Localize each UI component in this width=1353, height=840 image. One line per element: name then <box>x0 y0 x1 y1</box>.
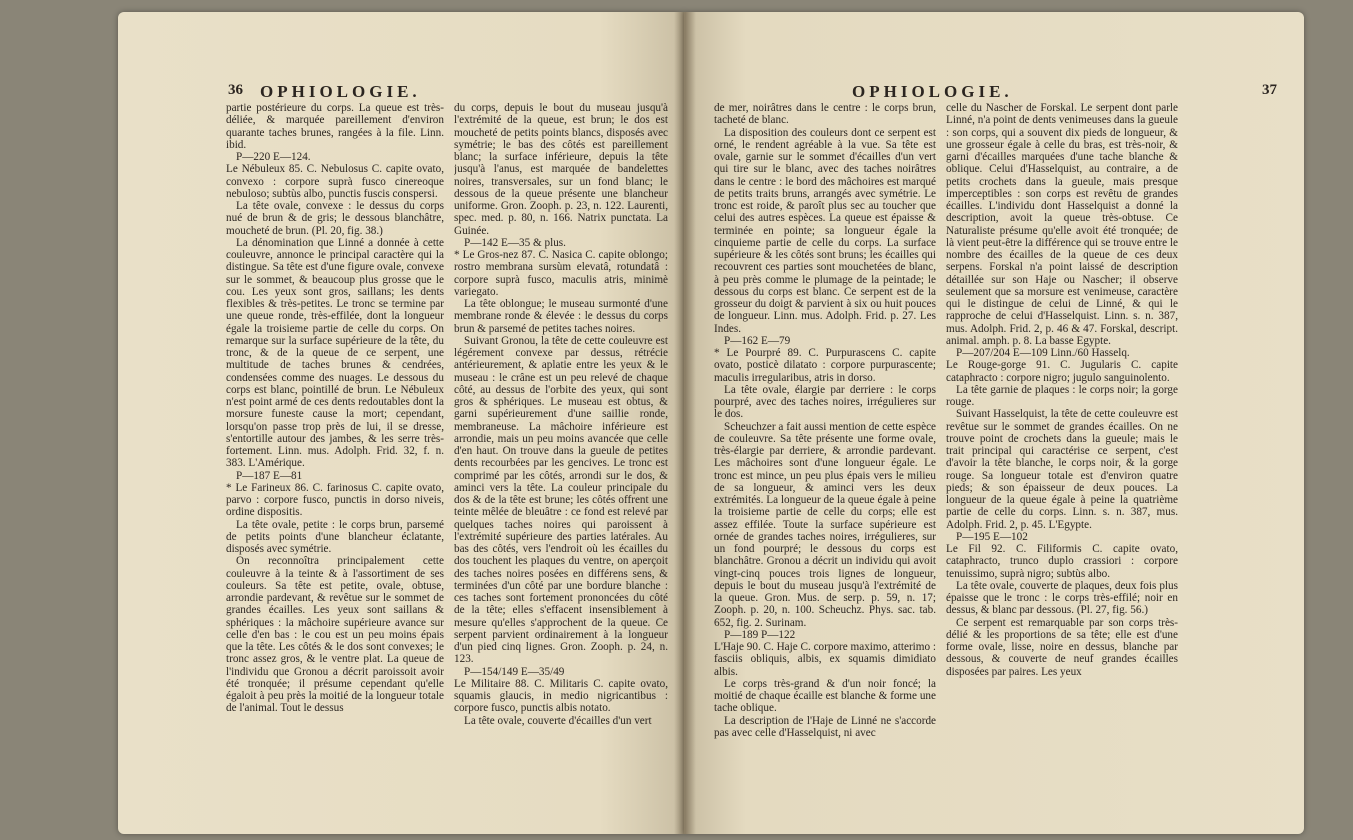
species-entry: Le Nébuleux 85. C. Nebulosus C. capite ovato, convexo : corpore suprà fusco cinereoque nebuloso; subtùs albo, punctis fuscis conspersi. <box>226 163 444 200</box>
species-entry: L'Haje 90. C. Haje C. corpore maximo, atterimo : fasciis obliquis, albis, ex squamis dimidiato albis. <box>714 641 936 678</box>
paragraph: On reconnoîtra principalement cette couleuvre à la teinte & à l'assortiment de ses couleurs. Sa tête est petite, ovale, obtuse, arrondie pardevant, & revêtue sur le sommet de grandes écailles. Les yeux sont saillans & sphériques : la mâchoire supérieure avance sur celle d'en bas : le cou est un peu moins épais que la tête. Les côtés & le dos sont convexes; le tronc assez gros, & le ventre plat. La queue de l'individu que Gronou a décrit paroissoit avoir été tronquée; il présume cependant qu'elle égaloit à peu près la moitié de la longueur totale de l'animal. Tout le dessus <box>226 555 444 715</box>
species-entry: * Le Pourpré 89. C. Purpurascens C. capite ovato, posticè dilatato : corpore purpurascente; maculis irregularibus, atris in dorso. <box>714 347 936 384</box>
paragraph: La tête ovale, élargie par derriere : le corps pourpré, avec des taches noires, irrégulieres sur le dos. <box>714 383 936 421</box>
left-folio: 36 <box>228 82 243 98</box>
paragraph: Le corps très-grand & d'un noir foncé; la moitié de chaque écaille est blanche & forme une tache oblique. <box>714 677 936 715</box>
paragraph: Suivant Hasselquist, la tête de cette couleuvre est revêtue sur le sommet de grandes écailles. On ne trouve point de crochets dans la gueule; mais le trait principal qui caractérise ce serpent, c'est d'avoir la tête blanche, le corps noir, & la gorge rouge. Sa longueur totale est d'environ quatre pieds; & son épaisseur de deux pouces. La longueur de la queue égale à peine la quatrième partie de celle du corps. Linn. s. n. 387, mus. Adolph. Frid. 2, p. 45. L'Egypte. <box>946 408 1178 531</box>
left-page <box>118 12 684 834</box>
paragraph: La tête ovale, petite : le corps brun, parsemé de petits points d'une blancheur éclatante, disposés avec symétrie. <box>226 518 444 555</box>
paragraph: La tête oblongue; le museau surmonté d'une membrane ronde & élevée : le dessus du corps brun & parsemé de petites taches noires. <box>454 298 668 335</box>
left-column-1 <box>226 102 444 802</box>
paragraph: Scheuchzer a fait aussi mention de cette espèce de couleuvre. Sa tête présente une forme ovale, très-élargie par derriere, & arrondie pardevant. Les mâchoires sont d'une longueur égale. Le tronc est mince, un peu plus épais vers le milieu de sa longueur, & aminci vers les deux extrémités. La longueur de la queue égale à peine la troisieme partie de celle du corps; elle est assez effilée. Toute la surface supérieure est ornée de grandes taches noires, irrégulieres, sur un fond pourpré; le dessous du corps est blanchâtre. Gronou a décrit un individu qui avoit vingt-cinq pouces trois lignes de longueur, depuis le bout du museau jusqu'à l'extrémité de la queue. Gron. Mus. de serp. p. 59, n. 17; Zooph. p. 20, n. 100. Scheuchz. Phys. sac. tab. 652, fig. 2. Surinam. <box>714 420 936 629</box>
species-entry: Le Militaire 88. C. Militaris C. capite ovato, squamis glaucis, in medio nigricantibus : corpore fusco, punctis albis notato. <box>454 677 668 715</box>
paragraph: du corps, depuis le bout du museau jusqu'à l'extrémité de la queue, est brun; le dos est moucheté de petits points blancs, disposés avec symétrie; le bas des côtés est pareillement blanc; la surface inférieure, depuis la tête jusqu'à l'anus, est marquée de bandelettes noires, transversales, sur un fond blanc; le dessous de la queue présente une blancheur uniforme. Gron. Zooph. p. 23, n. 122. Laurenti, spec. med. p. 80, n. 166. Natrix punctata. La Guinée. <box>454 102 668 237</box>
paragraph: Ce serpent est remarquable par son corps très-délié & les proportions de sa tête; elle est d'une forme ovale, lisse, noire en dessus, blanche par dessous, & couverte de neuf grandes écailles disposées par paires. Les yeux <box>946 616 1178 678</box>
measurement-line: P—189 P—122 <box>724 628 796 641</box>
right-column-1 <box>714 102 936 802</box>
paragraph: La tête ovale, couverte de plaques, deux fois plus épaisse que le tronc : le corps très-effilé; noir en dessus, & blanc par dessous. (Pl. 27, fig. 56.) <box>946 579 1178 617</box>
paragraph: partie postérieure du corps. La queue est très-déliée, & marquée pareillement d'environ quarante taches brunes, rangées à la file. Linn. ibid. <box>226 102 444 151</box>
measurement-line: P—220 E—124. <box>236 151 311 163</box>
paragraph: celle du Nascher de Forskal. Le serpent dont parle Linné, n'a point de dents venimeuses dans la gueule : son corps, qui a souvent dix pieds de longueur, & une grosseur égale à celle du bras, est très-noir, & garni d'écailles marquées d'une tache blanche & oblique. Celui d'Hasselquist, au contraire, a de petits crochets dans la gueule, mais presque imperceptibles : son corps est revêtu de grandes écailles. L'individu dont Hasselquist a donné la description, avoit la queue très-obtuse. Ce Naturaliste présume qu'elle avoit été tronquée; de là vient peut-être la différence qui se trouve entre le nombre des écailles de la queue de ces deux serpens. Forskal n'a point laissé de description détaillée sur son Haje ou Nascher; il observe seulement que sa morsure est venimeuse, caractère qui le distingue de celui de Linné, & qui le rapproche de celui d'Hasselquist. Linn. s. n. 387, mus. Adolph. Frid. 2, p. 46 & 47. Forskal, descript. animal. amph. p. 8. La basse Egypte. <box>946 102 1178 347</box>
measurement-line: P—187 E—81 <box>236 469 303 482</box>
paragraph: La tête ovale, couverte d'écailles d'un vert <box>464 714 652 727</box>
paragraph: La description de l'Haje de Linné ne s'accorde pas avec celle d'Hasselquist, ni avec <box>714 714 936 739</box>
right-running-head: OPHIOLOGIE. <box>852 82 1013 101</box>
paragraph: Suivant Gronou, la tête de cette couleuvre est légérement convexe par dessus, rétrécie antérieurement, & aplatie entre les yeux & le museau : le crâne est un peu relevé de chaque côté, au dessus de l'orbite des yeux, qui sont gros & sphériques. Le museau est obtus, & garni supérieurement d'une saillie ronde, membraneuse. La mâchoire inférieure est arrondie, mais un peu moins avancée que celle d'en haut. On trouve dans la gueule de petites dents recourbées par les gencives. Le tronc est comprimé par les côtés, arrondi sur le dos, & aminci vers la tête. La couleur principale du dos & de la tête est brune; les côtés offrent une teinte mêlée de bleuâtre : ce fond est relevé par quelques taches noires qui paroissent à l'extrémité supérieure des parties latérales. Au bas des côtés, vers l'endroit où les écailles du dos touchent les plaques du ventre, on aperçoit des taches noires posées en différens sens, & terminées d'un côté par une bordure blanche : ces taches sont fortement prononcées du côté de la tête; elles s'effacent insensiblement à mesure qu'elles s'approchent de la queue. Ce serpent parvient ordinairement à la longueur d'un pied cinq lignes. Gron. Zooph. p. 24, n. 123. <box>454 334 668 666</box>
measurement-line: P—207/204 E—109 Linn./60 Hasselq. <box>956 347 1130 359</box>
measurement-line: P—195 E—102 <box>956 530 1028 543</box>
measurement-line: P—142 E—35 & plus. <box>464 236 566 249</box>
paragraph: La disposition des couleurs dont ce serpent est orné, le rendent agréable à la vue. Sa tête est ovale, garnie sur le sommet d'écailles d'un vert qui tire sur le blanc, avec des taches noirâtres dans le centre : le bord des mâchoires est marqué de petits traits bruns, arrangés avec symétrie. Le tronc est roide, & paroît plus sec au toucher que celui des autres espèces. La queue est épaisse & terminée en pointe; sa longueur égale la cinquieme partie de celle du corps. La surface supérieure & les côtés sont bruns; les écailles qui recouvrent ces parties sont mouchetées de blanc, à peu près comme le plumage de la peintade; le dessous du corps est blanc. Ce serpent est de la grosseur du doigt & parvient à six ou huit pouces de longueur. Linn. mus. Adolph. Frid. p. 27. Les Indes. <box>714 126 936 335</box>
right-folio: 37 <box>1262 82 1277 98</box>
paragraph: La dénomination que Linné a donnée à cette couleuvre, annonce le principal caractère qui la distingue. Sa tête est d'une figure ovale, convexe sur le sommet, & beaucoup plus grosse que le cou. Les yeux sont gros, saillans; les dents flexibles & très-petites. Le tronc se termine par une queue ronde, très-effilée, dont la longueur égale la troisieme partie de celle du corps. On remarque sur la surface supérieure de la tête, du tronc, & de la queue de ce serpent, une multitude de taches brunes & cendrées, condensées comme des nuages. Le dessous du corps est blanc, pointillé de brun. Le Nébuleux n'est point armé de ces dents redoutables dont la morsure funeste cause la mort; cependant, lorsqu'on passe trop près de lui, il se dresse, s'entortille autour des jambes, & les serre très-fortement. Linn. mus. Adolph. Frid. 32, f. n. 383. L'Amérique. <box>226 236 444 470</box>
measurement-line: P—154/149 E—35/49 <box>464 665 565 678</box>
left-column-2 <box>454 102 668 802</box>
measurement-line: P—162 E—79 <box>724 334 791 347</box>
paragraph: de mer, noirâtres dans le centre : le corps brun, tacheté de blanc. <box>714 102 936 127</box>
right-column-2 <box>946 102 1178 802</box>
species-entry: Le Rouge-gorge 91. C. Jugularis C. capite cataphracto : corpore nigro; jugulo sanguinolento. <box>946 359 1178 384</box>
species-entry: Le Fil 92. C. Filiformis C. capite ovato, cataphracto, trunco duplo crassiori : corpore tenuissimo, suprà nigro; subtùs albo. <box>946 543 1178 580</box>
book-gutter <box>674 12 696 834</box>
paragraph: La tête garnie de plaques : le corps noir; la gorge rouge. <box>946 383 1178 408</box>
species-entry: * Le Farineux 86. C. farinosus C. capite ovato, parvo : corpore fusco, punctis in dorso niveis, ordine dispositis. <box>226 481 444 519</box>
species-entry: * Le Gros-nez 87. C. Nasica C. capite oblongo; rostro membrana sursùm elevatâ, rotundatâ : corpore suprà fusco, maculis atris, minimè variegato. <box>454 249 668 298</box>
left-running-head: OPHIOLOGIE. <box>260 82 421 101</box>
right-page <box>684 12 1304 834</box>
paragraph: La tête ovale, convexe : le dessus du corps nué de brun & de gris; le dessous blanchâtre, moucheté de brun. (Pl. 20, fig. 38.) <box>226 200 444 237</box>
